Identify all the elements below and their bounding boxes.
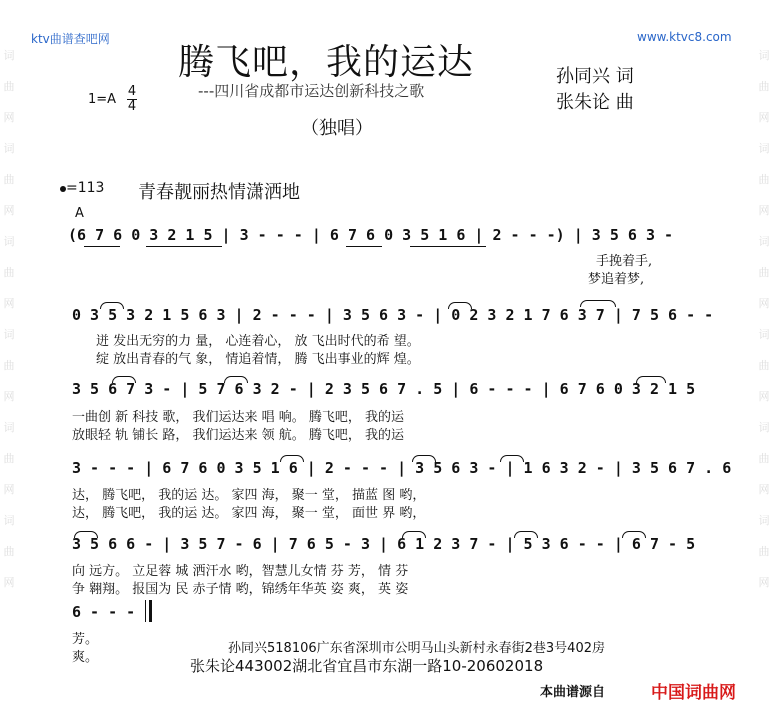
- lyric-line-6b: 爽。: [72, 650, 99, 665]
- watermark-text: 词曲网: [3, 142, 15, 217]
- lyric-line-4a: 达， 腾飞吧， 我的运 达。 家四 海， 聚一 堂， 描蓝 图 哟，: [72, 488, 426, 503]
- slur-mark: [412, 455, 436, 462]
- slur-mark: [402, 531, 426, 538]
- watermark-text: 词曲网: [758, 142, 770, 217]
- score-line-5: 3 5 6 6 - | 3 5 7 - 6 | 7 6 5 - 3 | 6 1 2 3 7 - | 5 3 6 - - | 6 7 - 5: [72, 535, 696, 553]
- composer-address: 张朱论443002湖北省宜昌市东湖一路10-20602018: [190, 657, 544, 675]
- tempo-mark: =113: [66, 180, 105, 196]
- final-barline-thick: [149, 600, 152, 622]
- slur-mark: [636, 376, 666, 383]
- lyric-line-3a: 一曲创 新 科技 歌， 我们运达来 唱 响。 腾飞吧， 我的运: [72, 410, 405, 425]
- slur-mark: [622, 531, 646, 538]
- watermark-text: 词曲网: [3, 49, 15, 124]
- watermark-text: 词曲网: [758, 421, 770, 496]
- composer-credit: 张朱论 曲: [556, 92, 634, 113]
- slur-mark: [280, 455, 304, 462]
- lyric-line-5b: 争 翱翔。 报国为 民 赤子情 哟，锦绣年华英 姿 爽， 英 姿: [72, 582, 409, 597]
- key-signature: 1=A: [88, 92, 117, 107]
- beam-underline: [146, 246, 222, 247]
- slur-mark: [448, 302, 472, 309]
- score-line-6: 6 - - -: [72, 603, 136, 621]
- score-line-2: 0 3 5 3 2 1 5 6 3 | 2 - - - | 3 5 6 3 - | 0 2 3 2 1 7 6 3 7 | 7 5 6 - -: [72, 306, 714, 324]
- watermark-text: 词曲网: [758, 514, 770, 589]
- slur-mark: [100, 302, 124, 309]
- time-signature: [127, 85, 137, 114]
- watermark-right: [757, 40, 771, 598]
- slur-mark: [112, 376, 136, 383]
- lyric-line-5a: 向 远方。 立足蓉 城 洒汗水 哟，智慧儿女情 芬 芳， 情 芬: [72, 564, 409, 579]
- beam-underline: [410, 246, 486, 247]
- watermark-text: 词曲网: [3, 421, 15, 496]
- final-barline-thin: [145, 600, 146, 622]
- section-mark: A: [75, 206, 84, 221]
- site-link-right[interactable]: www.ktvc8.com: [637, 30, 732, 44]
- site-link-left[interactable]: ktv曲谱查吧网: [31, 32, 110, 46]
- time-denominator: 4: [127, 99, 137, 114]
- score-line-1: (6 7 6 0 3 2 1 5 | 3 - - - | 6 7 6 0 3 5 1 6 | 2 - - -) | 3 5 6 3 -: [68, 226, 674, 244]
- lyricist-address: 孙同兴518106广东省深圳市公明马山头新村永春街2巷3号402房: [228, 641, 605, 656]
- lyric-line-4b: 达， 腾飞吧， 我的运 达。 家四 海， 聚一 堂， 面世 界 哟，: [72, 506, 426, 521]
- slur-mark: [500, 455, 524, 462]
- watermark-text: 词曲网: [3, 514, 15, 589]
- lyric-line-2a: 迸 发出无穷的力 量， 心连着心， 放 飞出时代的希 望。: [96, 334, 420, 349]
- slur-mark: [514, 531, 538, 538]
- watermark-text: 词曲网: [3, 235, 15, 310]
- watermark-left: [2, 40, 16, 598]
- tempo-expression: 青春靓丽热情潇洒地: [138, 182, 300, 203]
- score-line-4: 3 - - - | 6 7 6 0 3 5 1 6 | 2 - - - | 3 5 6 3 - | 1 6 3 2 - | 3 5 6 7 . 6: [72, 459, 732, 477]
- source-site-link[interactable]: 中国词曲网: [651, 683, 736, 703]
- watermark-text: 词曲网: [758, 328, 770, 403]
- slur-mark: [580, 300, 616, 307]
- time-numerator: 4: [127, 84, 137, 99]
- lyric-line-1b: 梦追着梦,: [588, 272, 645, 287]
- beam-underline: [346, 246, 382, 247]
- lyric-line-2b: 绽 放出青春的气 象， 情追着情， 腾 飞出事业的辉 煌。: [96, 352, 420, 367]
- lyricist-credit: 孙同兴 词: [556, 66, 634, 87]
- score-line-3: 3 5 6 7 3 - | 5 7 6 3 2 - | 2 3 5 6 7 . 5 | 6 - - - | 6 7 6 0 3 2 1 5: [72, 380, 696, 398]
- lyric-line-1a: 手挽着手,: [596, 254, 653, 269]
- slur-mark: [74, 531, 98, 538]
- watermark-text: 词曲网: [758, 235, 770, 310]
- beam-underline: [84, 246, 120, 247]
- lyric-line-3b: 放眼轻 轨 铺长 路， 我们运达来 领 航。 腾飞吧， 我的运: [72, 428, 405, 443]
- watermark-text: 词曲网: [3, 328, 15, 403]
- watermark-text: 词曲网: [758, 49, 770, 124]
- song-subtitle: ---四川省成都市运达创新科技之歌: [198, 82, 425, 100]
- slur-mark: [224, 376, 248, 383]
- source-label: 本曲谱源自: [540, 685, 606, 700]
- lyric-line-6a: 芳。: [72, 632, 99, 647]
- performance-note: （独唱）: [301, 118, 373, 139]
- song-title: 腾飞吧，我的运达: [178, 42, 475, 83]
